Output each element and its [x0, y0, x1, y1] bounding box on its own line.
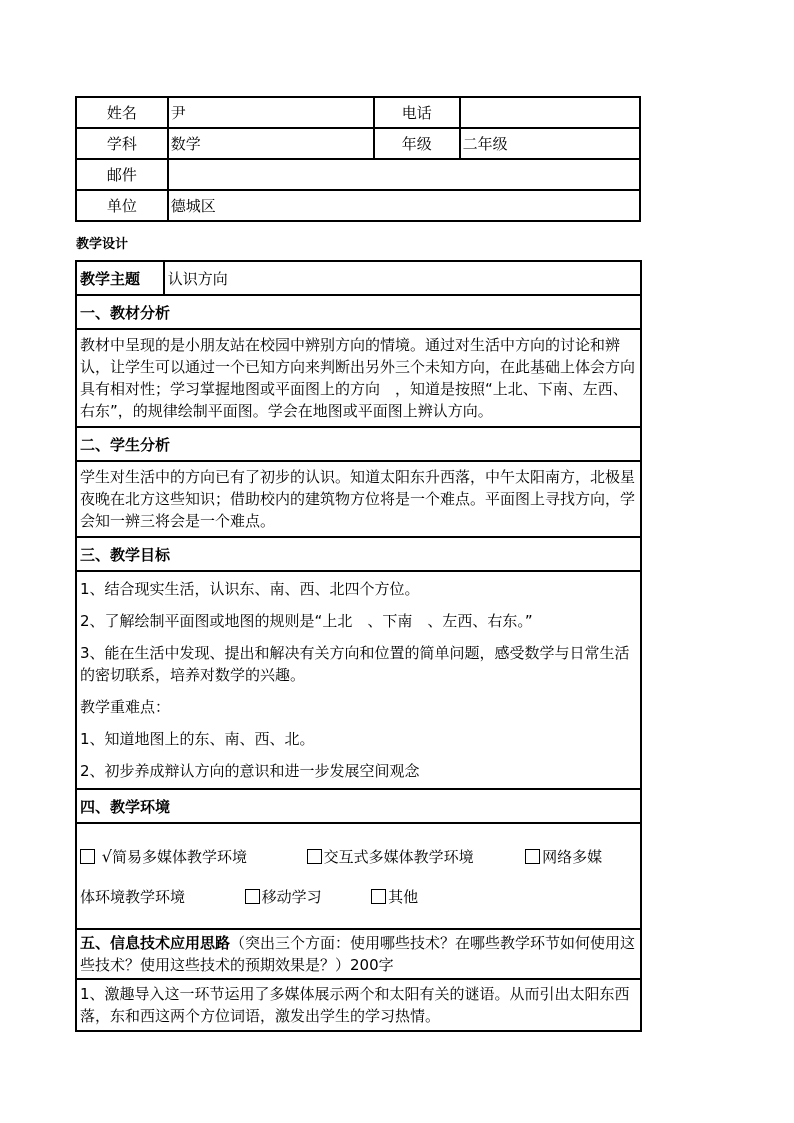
subject-field[interactable]: 数学: [168, 128, 374, 159]
phone-label: 电话: [374, 97, 460, 128]
subject-label: 学科: [76, 128, 168, 159]
section1-body-row: [76, 329, 641, 427]
env-checkbox-network[interactable]: [525, 849, 540, 864]
section1-header-row: [76, 295, 641, 329]
info-row-email: [76, 159, 640, 190]
section3-body-row: [76, 571, 641, 789]
key-point-1: 1、知道地图上的东、南、西、北。: [80, 730, 315, 748]
info-row-unit: [76, 190, 640, 221]
section1-title: 一、教材分析: [76, 295, 641, 329]
section3-title: 三、教学目标: [76, 537, 641, 571]
env-option-simple: 简易多媒体教学环境: [111, 848, 247, 866]
unit-field[interactable]: 德城区: [168, 190, 640, 221]
teaching-design-table: [75, 260, 642, 1032]
section5-body[interactable]: [76, 979, 641, 1031]
key-points-label: 教学重难点：: [80, 698, 171, 716]
grade-label: 年级: [374, 128, 460, 159]
section3-header-row: [76, 537, 641, 571]
section5-header: [76, 929, 641, 979]
env-checkbox-simple[interactable]: [80, 849, 95, 864]
section2-body[interactable]: [76, 461, 641, 537]
section2-header-row: [76, 427, 641, 461]
section5-header-row: [76, 929, 641, 979]
env-checkbox-mobile[interactable]: [245, 889, 260, 904]
name-label: 姓名: [76, 97, 168, 128]
goal-item-2: 2、了解绘制平面图或地图的规则是“上北 、下南 、左西、右东。”: [80, 612, 533, 630]
section2-body-row: [76, 461, 641, 537]
environment-line-1: [80, 846, 638, 868]
env-checkbox-other[interactable]: [371, 889, 386, 904]
section4-body-row: [76, 823, 641, 929]
name-field[interactable]: 尹: [168, 97, 374, 128]
section5-subtitle: （突出三个方面：使用哪些技术？在哪些教学环节如何使用这些技术？使用这些技术的预期效果是？）200字: [80, 934, 636, 974]
phone-field[interactable]: [460, 97, 640, 128]
goal-item-1: 1、结合现实生活，认识东、南、西、北四个方位。: [80, 580, 420, 598]
topic-row: [76, 261, 641, 295]
env-option-interactive: 交互式多媒体教学环境: [323, 848, 474, 866]
material-analysis-text: 教材中呈现的是小朋友站在校园中辨别方向的情境。通过对生活中方向的讨论和辨认，让学生可以通过一个已知方向来判断出另外三个未知方向，在此基础上体会方向具有相对性；学习掌握地图或平面图上的方向 ，知道是按照“上北、下南、左西、右东”，的规律绘制平面图。学会在地图或平面图上辨认方向。: [80, 336, 636, 420]
grade-field[interactable]: 二年级: [460, 128, 640, 159]
environment-line-2: [80, 886, 638, 908]
env-checkbox-interactive[interactable]: [307, 849, 322, 864]
goal-item-3: 3、能在生活中发现、提出和解决有关方向和位置的简单问题，感受数学与日常生活的密切联系，培养对数学的兴趣。: [80, 644, 630, 684]
environment-options: [76, 823, 641, 929]
section1-body[interactable]: [76, 329, 641, 427]
section3-body[interactable]: [76, 571, 641, 789]
info-row-name: [76, 97, 640, 128]
section5-title: 五、信息技术应用思路: [80, 934, 231, 952]
env-option-mobile: 移动学习: [261, 888, 322, 906]
unit-label: 单位: [76, 190, 168, 221]
topic-field[interactable]: 认识方向: [164, 261, 641, 295]
email-field[interactable]: [168, 159, 640, 190]
section5-body-row: [76, 979, 641, 1031]
student-analysis-text: 学生对生活中的方向已有了初步的认识。知道太阳东升西落，中午太阳南方，北极星夜晚在北方这些知识；借助校内的建筑物方位将是一个难点。平面图上寻找方向，学会知一辨三将会是一个难点。: [80, 468, 636, 530]
email-label: 邮件: [76, 159, 168, 190]
section4-title: 四、教学环境: [76, 789, 641, 823]
section4-header-row: [76, 789, 641, 823]
env-option-network-part2: 体环境教学环境: [80, 888, 186, 906]
design-heading: 教学设计: [76, 237, 129, 252]
env-option-network-part1: 网络多媒: [542, 848, 603, 866]
info-row-subject: [76, 128, 640, 159]
section2-title: 二、学生分析: [76, 427, 641, 461]
key-point-2: 2、初步养成辩认方向的意识和进一步发展空间观念: [80, 762, 420, 780]
tech-strategy-text: 1、激趣导入这一环节运用了多媒体展示两个和太阳有关的谜语。从而引出太阳东西落，东和西这两个方位词语，激发出学生的学习热情。: [80, 985, 630, 1025]
env-option-other: 其他: [388, 888, 419, 906]
personal-info-table: [75, 96, 641, 222]
topic-label: 教学主题: [76, 261, 164, 295]
check-mark-icon: √: [101, 847, 112, 866]
